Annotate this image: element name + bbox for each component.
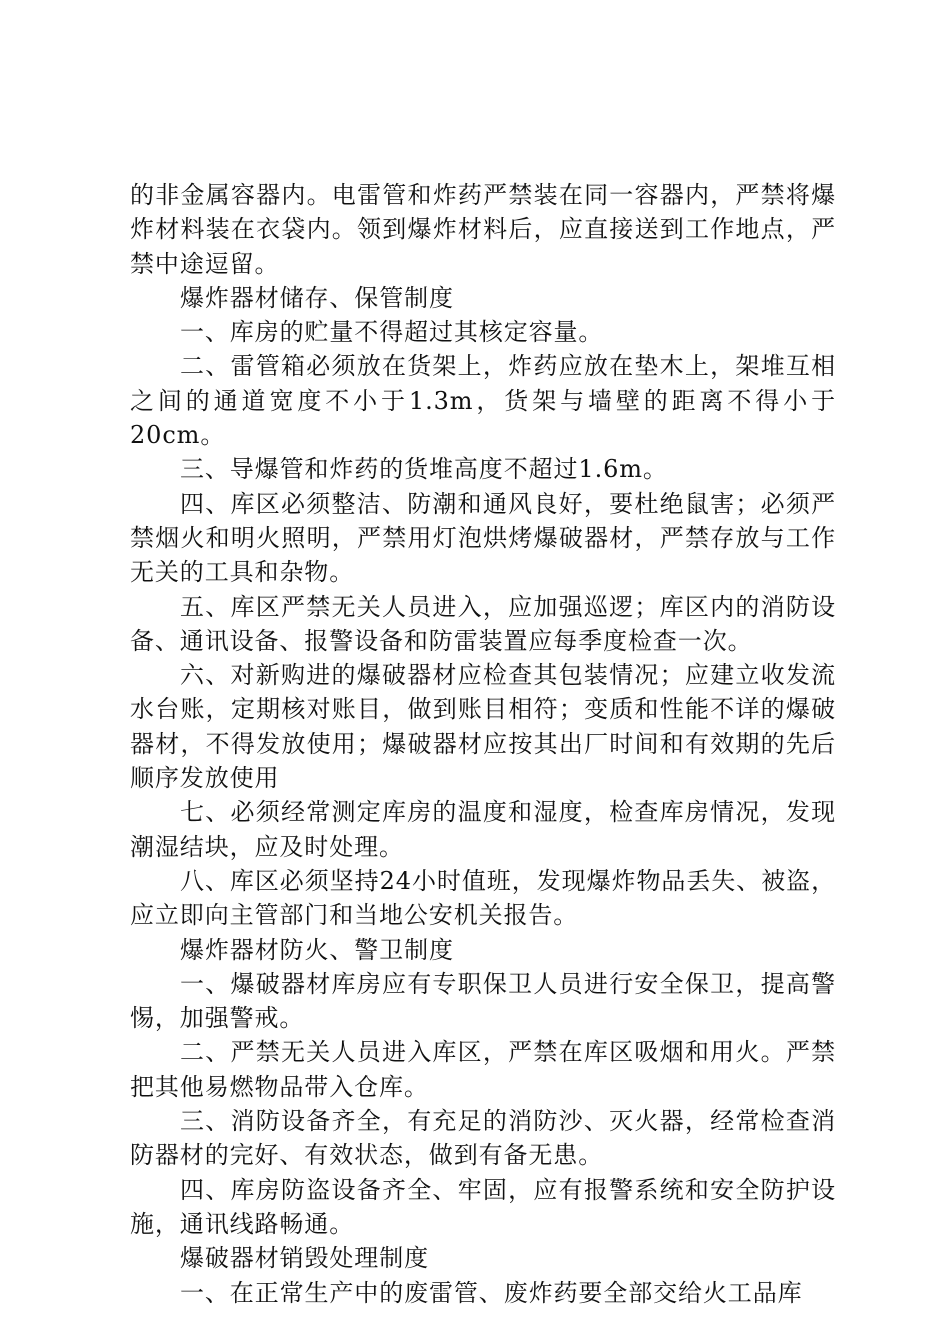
paragraph-storage-8: 八、库区必须坚持24小时值班，发现爆炸物品丢失、被盗，应立即向主管部门和当地公安机关报告。 (130, 866, 836, 930)
section-heading-fire-guard: 爆炸器材防火、警卫制度 (180, 935, 454, 964)
section-heading-storage: 爆炸器材储存、保管制度 (180, 283, 454, 312)
paragraph-fire-guard-4: 四、库房防盗设备齐全、牢固，应有报警系统和安全防护设施，通讯线路畅通。 (130, 1175, 836, 1238)
paragraph-fire-guard-3: 三、消防设备齐全，有充足的消防沙、灭火器，经常检查消防器材的完好、有效状态，做到有备无患。 (130, 1107, 836, 1170)
paragraph-storage-1: 一、库房的贮量不得超过其核定容量。 (180, 318, 604, 347)
paragraph-fire-guard-2: 二、严禁无关人员进入库区，严禁在库区吸烟和用火。严禁把其他易燃物品带入仓库。 (130, 1038, 836, 1101)
document-body (130, 178, 836, 1310)
paragraph-storage-6: 六、对新购进的爆破器材应检查其包装情况；应建立收发流水台账，定期核对账目，做到账目相符；变质和性能不详的爆破器材，不得发放使用；爆破器材应按其出厂时间和有效期的先后顺序发放使用 (130, 661, 836, 793)
section-heading-disposal: 爆破器材销毁处理制度 (180, 1244, 429, 1273)
paragraph-storage-4: 四、库区必须整洁、防潮和通风良好，要杜绝鼠害；必须严禁烟火和明火照明，严禁用灯泡烘烤爆破器材，严禁存放与工作无关的工具和杂物。 (130, 489, 836, 587)
paragraph-storage-7: 七、必须经常测定库房的温度和湿度，检查库房情况，发现潮湿结块，应及时处理。 (130, 798, 836, 861)
paragraph-storage-3: 三、导爆管和炸药的货堆高度不超过1.6m。 (180, 455, 668, 484)
paragraph-disposal-1: 一、在正常生产中的废雷管、废炸药要全部交给火工品库 (180, 1278, 803, 1307)
paragraph-continuation: 的非金属容器内。电雷管和炸药严禁装在同一容器内，严禁将爆炸材料装在衣袋内。领到爆炸材料后，应直接送到工作地点，严禁中途逗留。 (130, 181, 836, 278)
paragraph-storage-5: 五、库区严禁无关人员进入，应加强巡逻；库区内的消防设备、通讯设备、报警设备和防雷装置应每季度检查一次。 (130, 592, 836, 655)
paragraph-storage-2: 二、雷管箱必须放在货架上，炸药应放在垫木上，架堆互相之间的通道宽度不小于1.3m，货架与墙壁的距离不得小于20cm。 (130, 352, 836, 450)
paragraph-fire-guard-1: 一、爆破器材库房应有专职保卫人员进行安全保卫，提高警惕，加强警戒。 (130, 969, 836, 1033)
